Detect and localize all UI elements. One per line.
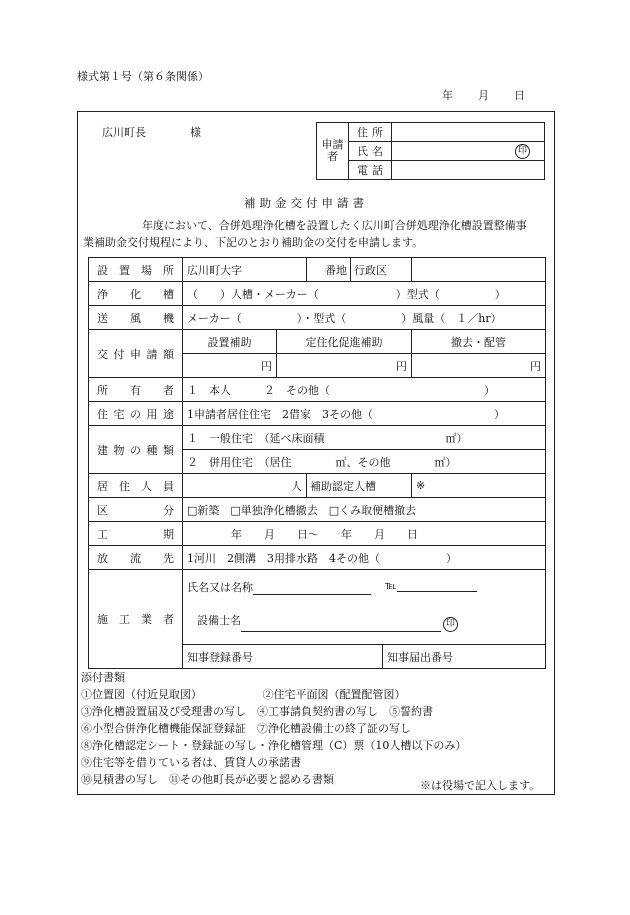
row-owner [89, 378, 546, 402]
grant-removal-amount[interactable]: 円 [412, 354, 546, 378]
district-field[interactable] [412, 258, 546, 282]
contractor-label: 施工業者 [89, 570, 183, 669]
owner-value[interactable]: １ 本人 ２ その他（ ） [183, 378, 546, 402]
row-discharge [89, 546, 546, 570]
use-value[interactable]: 1申請者居住住宅 2借家 3その他（ ） [183, 402, 546, 426]
attachment-line-3: ⑥小型合併浄化槽機能保証登録証 ⑦浄化槽設備士の終了証の写し [81, 722, 411, 735]
gov-notice-no[interactable]: 知事届出番号 [383, 645, 546, 669]
grant-col-removal: 撤去・配管 [412, 330, 546, 354]
contractor-name-label: 氏名又は名称 [187, 581, 253, 594]
owner-label: 所有者 [89, 378, 183, 402]
address-label: 住所 [349, 123, 392, 142]
intro-line-1: 年度において、合併処理浄化槽を設置したく広川町合併処理浄化槽設置整備事 [142, 219, 527, 232]
district-label: 行政区 [351, 258, 412, 282]
name-label: 氏名 [349, 142, 392, 161]
phone-label: 電話 [349, 161, 392, 180]
row-location [89, 258, 546, 282]
contractor-details [183, 570, 546, 645]
location-label: 設置場所 [89, 258, 183, 282]
engineer-label: 設備士名 [197, 614, 241, 627]
location-value[interactable]: 広川町大字 [183, 258, 307, 282]
blower-value[interactable]: メーカー（ ）・型式（ ）風量（ １／hr） [183, 306, 546, 330]
discharge-label: 放流先 [89, 546, 183, 570]
row-blower [89, 306, 546, 330]
use-label: 住宅の用途 [89, 402, 183, 426]
attachment-line-5: ⑨住宅等を借りている者は、賃貸人の承諾書 [81, 756, 301, 769]
building-line-1[interactable]: １ 一般住宅 （延べ床面積 ㎡） [183, 426, 546, 450]
form-number: 様式第１号（第６条関係） [77, 70, 209, 83]
row-tank [89, 282, 546, 306]
grant-settlement-amount[interactable]: 円 [277, 354, 412, 378]
cert-tank-label: 補助認定人槽 [307, 474, 412, 498]
date-line: 年 月 日 [442, 89, 526, 102]
residents-value[interactable]: 人 [183, 474, 307, 498]
residents-label: 居住人員 [89, 474, 183, 498]
contractor-tel-field[interactable] [397, 580, 477, 592]
attachment-line-4: ⑧浄化槽認定シート・登録証の写し・浄化槽管理（C）票（10人槽以下のみ） [81, 739, 467, 752]
addressee: 広川町長 様 [102, 126, 201, 139]
row-residents [89, 474, 546, 498]
building-line-2[interactable]: ２ 併用住宅 （居住 ㎡、その他 ㎡） [183, 450, 546, 474]
attachment-line-6: ⑩見積書の写し ⑪その他町長が必要と認める書類 [81, 773, 334, 786]
name-field[interactable] [392, 142, 545, 161]
period-value[interactable]: 年 月 日～ 年 月 日 [183, 522, 546, 546]
row-category [89, 498, 546, 522]
cert-tank-value: ※ [412, 474, 546, 498]
gov-registration-no[interactable]: 知事登録番号 [183, 645, 383, 669]
tank-value[interactable]: （ ）人槽・メーカー（ ）型式（ ） [183, 282, 546, 306]
grant-col-install: 設置補助 [183, 330, 277, 354]
row-contractor [89, 570, 546, 645]
contractor-name-field[interactable] [253, 583, 371, 595]
tank-label: 浄化槽 [89, 282, 183, 306]
row-use [89, 402, 546, 426]
engineer-seal: 印 [443, 617, 458, 632]
applicant-label: 申請者 [317, 123, 349, 180]
grant-col-settlement: 定住化促進補助 [277, 330, 412, 354]
engineer-field[interactable] [241, 620, 441, 632]
attachment-line-1: ①位置図（付近見取図） ②住宅平面図（配置配管図） [81, 688, 406, 701]
grant-install-amount[interactable]: 円 [183, 354, 277, 378]
category-label: 区分 [89, 498, 183, 522]
form-title: 補助金交付申請書 [244, 196, 368, 210]
grant-label: 交付申請額 [89, 330, 183, 378]
row-grant-header [89, 330, 546, 354]
attachments-heading: 添付書類 [81, 671, 125, 684]
address-field[interactable] [392, 123, 545, 142]
discharge-value[interactable]: 1河川 2側溝 3用排水路 4その他（ ） [183, 546, 546, 570]
period-label: 工期 [89, 522, 183, 546]
row-period [89, 522, 546, 546]
main-table [88, 257, 546, 669]
blower-label: 送風機 [89, 306, 183, 330]
contractor-tel-label: ℡ [385, 579, 397, 592]
attachment-line-2: ③浄化槽設置届及び受理書の写し ④工事請負契約書の写し ⑤誓約書 [81, 705, 433, 718]
applicant-box [316, 122, 545, 180]
category-options[interactable]: □新築 □単独浄化槽撤去 □くみ取便槽撤去 [183, 498, 546, 522]
banchi-label: 番地 [307, 258, 351, 282]
row-building-1 [89, 426, 546, 450]
office-use-note: ※は役場で記入します。 [420, 779, 541, 792]
seal-mark: 印 [515, 144, 530, 159]
phone-field[interactable] [392, 161, 545, 180]
building-label: 建物の種類 [89, 426, 183, 474]
intro-line-2: 業補助金交付規程により、下記のとおり補助金の交付を申請します。 [83, 236, 424, 249]
